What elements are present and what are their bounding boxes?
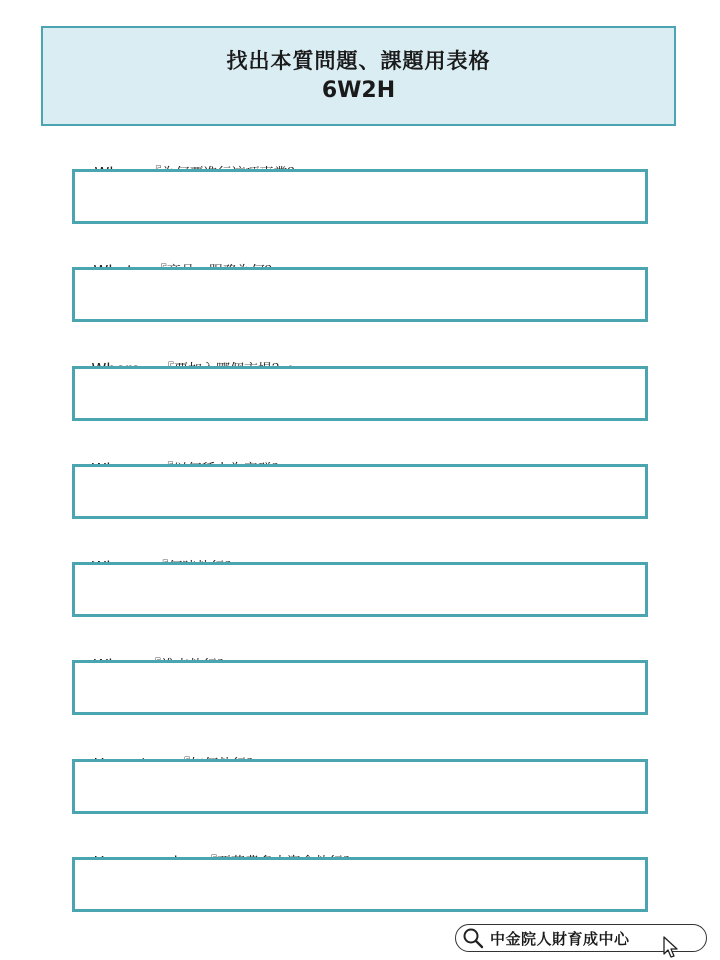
answer-field-how-much[interactable]	[72, 857, 648, 912]
page-subtitle: 6W2H	[321, 78, 396, 103]
page-header	[41, 26, 676, 126]
answer-field-what[interactable]	[72, 267, 648, 322]
answer-field-where[interactable]	[72, 366, 648, 421]
answer-field-who[interactable]	[72, 660, 648, 715]
magnifier-icon	[462, 927, 484, 949]
answer-field-why[interactable]	[72, 169, 648, 224]
cursor-icon	[662, 936, 682, 960]
answer-field-when[interactable]	[72, 562, 648, 617]
page-title: 找出本質問題、課題用表格	[226, 49, 491, 73]
brand-name: 中金院人財育成中心	[490, 929, 630, 948]
answer-field-whom[interactable]	[72, 464, 648, 519]
answer-field-how-to[interactable]	[72, 759, 648, 814]
